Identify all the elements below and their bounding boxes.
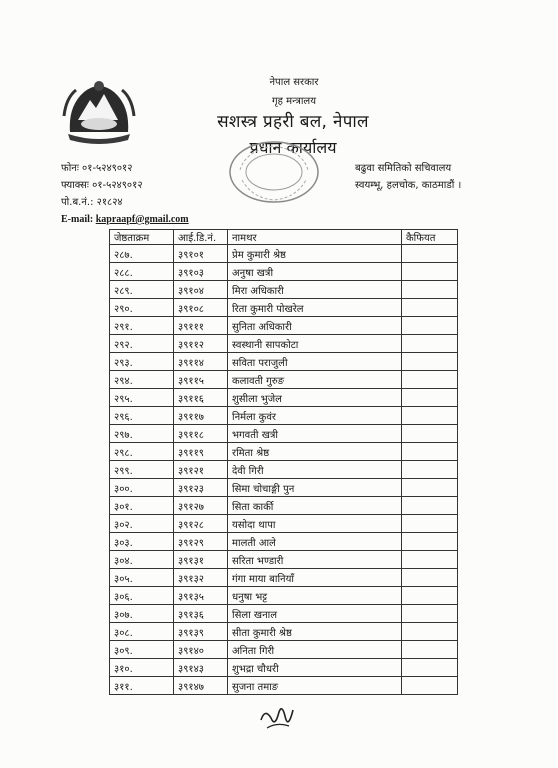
cell-name: सिता कार्की [228,497,402,515]
fax-number: फ्याक्सः ०१-५२४९०१२ [61,180,143,191]
cell-name: रमिता श्रेष्ठ [228,443,402,461]
office-address: स्वयम्भू, हलचोक, काठमाडौं । [355,180,462,191]
cell-id-number: ३९१४३ [174,659,228,677]
cell-name: निर्मला कुवंर [228,407,402,425]
cell-remarks [402,641,458,659]
cell-seniority: ३०९. [110,641,174,659]
email-link[interactable]: kapraapf@gmail.com [95,214,189,225]
header-seniority: जेष्ठताक्रम [110,230,174,245]
cell-id-number: ३९१२८ [174,515,228,533]
cell-seniority: ३०७. [110,605,174,623]
email-line [61,211,189,228]
cell-id-number: ३९११४ [174,353,228,371]
cell-name: गंगा माया बानियाँ [228,569,402,587]
signature-mark [255,700,301,736]
cell-seniority: ३०३. [110,533,174,551]
cell-seniority: २९२. [110,335,174,353]
cell-remarks [402,245,458,263]
table-row [110,569,458,587]
table-row [110,389,458,407]
office-title: प्रधान कार्यालय [249,138,337,157]
cell-id-number: ३९१११ [174,317,228,335]
cell-remarks [402,335,458,353]
cell-id-number: ३९१४० [174,641,228,659]
cell-name: स्वस्थानी सापकोटा [228,335,402,353]
contact-block [61,160,189,228]
cell-seniority: २८९. [110,281,174,299]
phone-number: फोनः ०१-५२४९०१२ [61,163,133,174]
cell-name: सविता पराजुली [228,353,402,371]
cell-remarks [402,281,458,299]
cell-name: सिमा चोचाङ्गी पुन [228,479,402,497]
table-row [110,623,458,641]
cell-remarks [402,299,458,317]
cell-name: मालती आले [228,533,402,551]
cell-id-number: ३९१२३ [174,479,228,497]
cell-seniority: २९९. [110,461,174,479]
cell-remarks [402,407,458,425]
table-row [110,641,458,659]
cell-id-number: ३९१२१ [174,461,228,479]
cell-seniority: ३११. [110,677,174,695]
cell-remarks [402,317,458,335]
cell-name: शुसीला भुजेल [228,389,402,407]
cell-remarks [402,515,458,533]
cell-remarks [402,605,458,623]
cell-name: भगवती खत्री [228,425,402,443]
cell-id-number: ३९१०८ [174,299,228,317]
table-row [110,515,458,533]
cell-name: अनिता गिरी [228,641,402,659]
cell-name: सरिता भण्डारी [228,551,402,569]
office-seal-stamp [226,140,322,210]
table-row [110,281,458,299]
cell-name: धनुषा भट्ट [228,587,402,605]
header-id-number: आई.डि.नं. [174,230,228,245]
cell-name: रिता कुमारी पोखरेल [228,299,402,317]
table-row [110,461,458,479]
cell-id-number: ३९११७ [174,407,228,425]
cell-id-number: ३९१०३ [174,263,228,281]
cell-remarks [402,263,458,281]
table-row [110,245,458,263]
cell-name: सिला खनाल [228,605,402,623]
cell-seniority: २९८. [110,443,174,461]
cell-seniority: ३०१. [110,497,174,515]
cell-seniority: २९३. [110,353,174,371]
cell-seniority: ३०२. [110,515,174,533]
cell-id-number: ३९११६ [174,389,228,407]
cell-remarks [402,569,458,587]
cell-remarks [402,371,458,389]
cell-id-number: ३९१२९ [174,533,228,551]
cell-name: यसोदा थापा [228,515,402,533]
cell-id-number: ३९१३२ [174,569,228,587]
organization-title: सशस्त्र प्रहरी बल, नेपाल [217,112,369,132]
cell-remarks [402,533,458,551]
table-row [110,605,458,623]
table-row [110,551,458,569]
cell-seniority: २९६. [110,407,174,425]
table-row [110,479,458,497]
table-row [110,407,458,425]
cell-remarks [402,479,458,497]
cell-name: सुजना तमाङ [228,677,402,695]
cell-remarks [402,461,458,479]
cell-name: देवी गिरी [228,461,402,479]
table-row [110,371,458,389]
cell-remarks [402,587,458,605]
cell-remarks [402,497,458,515]
cell-id-number: ३९१३१ [174,551,228,569]
email-label: E-mail: [61,214,94,225]
cell-seniority: ३०८. [110,623,174,641]
table-row [110,659,458,677]
table-row [110,677,458,695]
table-row [110,443,458,461]
table-row [110,317,458,335]
cell-id-number: ३९११८ [174,425,228,443]
cell-seniority: २९७. [110,425,174,443]
cell-seniority: ३००. [110,479,174,497]
cell-seniority: २९०. [110,299,174,317]
cell-seniority: २९५. [110,389,174,407]
cell-id-number: ३९११५ [174,371,228,389]
cell-remarks [402,623,458,641]
cell-name: मिरा अधिकारी [228,281,402,299]
cell-id-number: ३९१३५ [174,587,228,605]
cell-remarks [402,659,458,677]
cell-id-number: ३९१०१ [174,245,228,263]
cell-id-number: ३९१०४ [174,281,228,299]
table-row [110,533,458,551]
table-row [110,425,458,443]
cell-id-number: ३९१२७ [174,497,228,515]
cell-name: सुनिता अधिकारी [228,317,402,335]
seniority-table [109,229,458,695]
cell-seniority: ३०६. [110,587,174,605]
cell-name: कलावती गुरुङ [228,371,402,389]
ministry-title: गृह मन्त्रालय [271,96,317,107]
po-box: पो.ब.नं.: २१८२४ [61,197,123,208]
table-body [110,245,458,695]
cell-remarks [402,425,458,443]
cell-remarks [402,389,458,407]
cell-id-number: ३९१३९ [174,623,228,641]
cell-id-number: ३९१३६ [174,605,228,623]
table-header-row [110,230,458,245]
cell-seniority: ३१०. [110,659,174,677]
table-row [110,497,458,515]
government-title: नेपाल सरकार [269,77,319,88]
table-row [110,587,458,605]
cell-id-number: ३९११२ [174,335,228,353]
cell-seniority: २९४. [110,371,174,389]
cell-name: अनुषा खत्री [228,263,402,281]
cell-name: सीता कुमारी श्रेष्ठ [228,623,402,641]
cell-name: शुभद्रा चौधरी [228,659,402,677]
table-row [110,263,458,281]
cell-remarks [402,551,458,569]
cell-remarks [402,677,458,695]
cell-remarks [402,353,458,371]
address-block [355,160,461,194]
cell-seniority: २८७. [110,245,174,263]
cell-id-number: ३९११९ [174,443,228,461]
header-remarks: कैफियत [402,230,458,245]
cell-seniority: २९१. [110,317,174,335]
cell-seniority: ३०५. [110,569,174,587]
cell-name: प्रेम कुमारी श्रेष्ठ [228,245,402,263]
cell-id-number: ३९१४७ [174,677,228,695]
cell-seniority: २८८. [110,263,174,281]
cell-seniority: ३०४. [110,551,174,569]
cell-remarks [402,443,458,461]
header-name: नामथर [228,230,402,245]
secretariat-name: बढुवा समितिको सचिवालय [355,163,452,174]
table-row [110,353,458,371]
table-row [110,299,458,317]
table-row [110,335,458,353]
